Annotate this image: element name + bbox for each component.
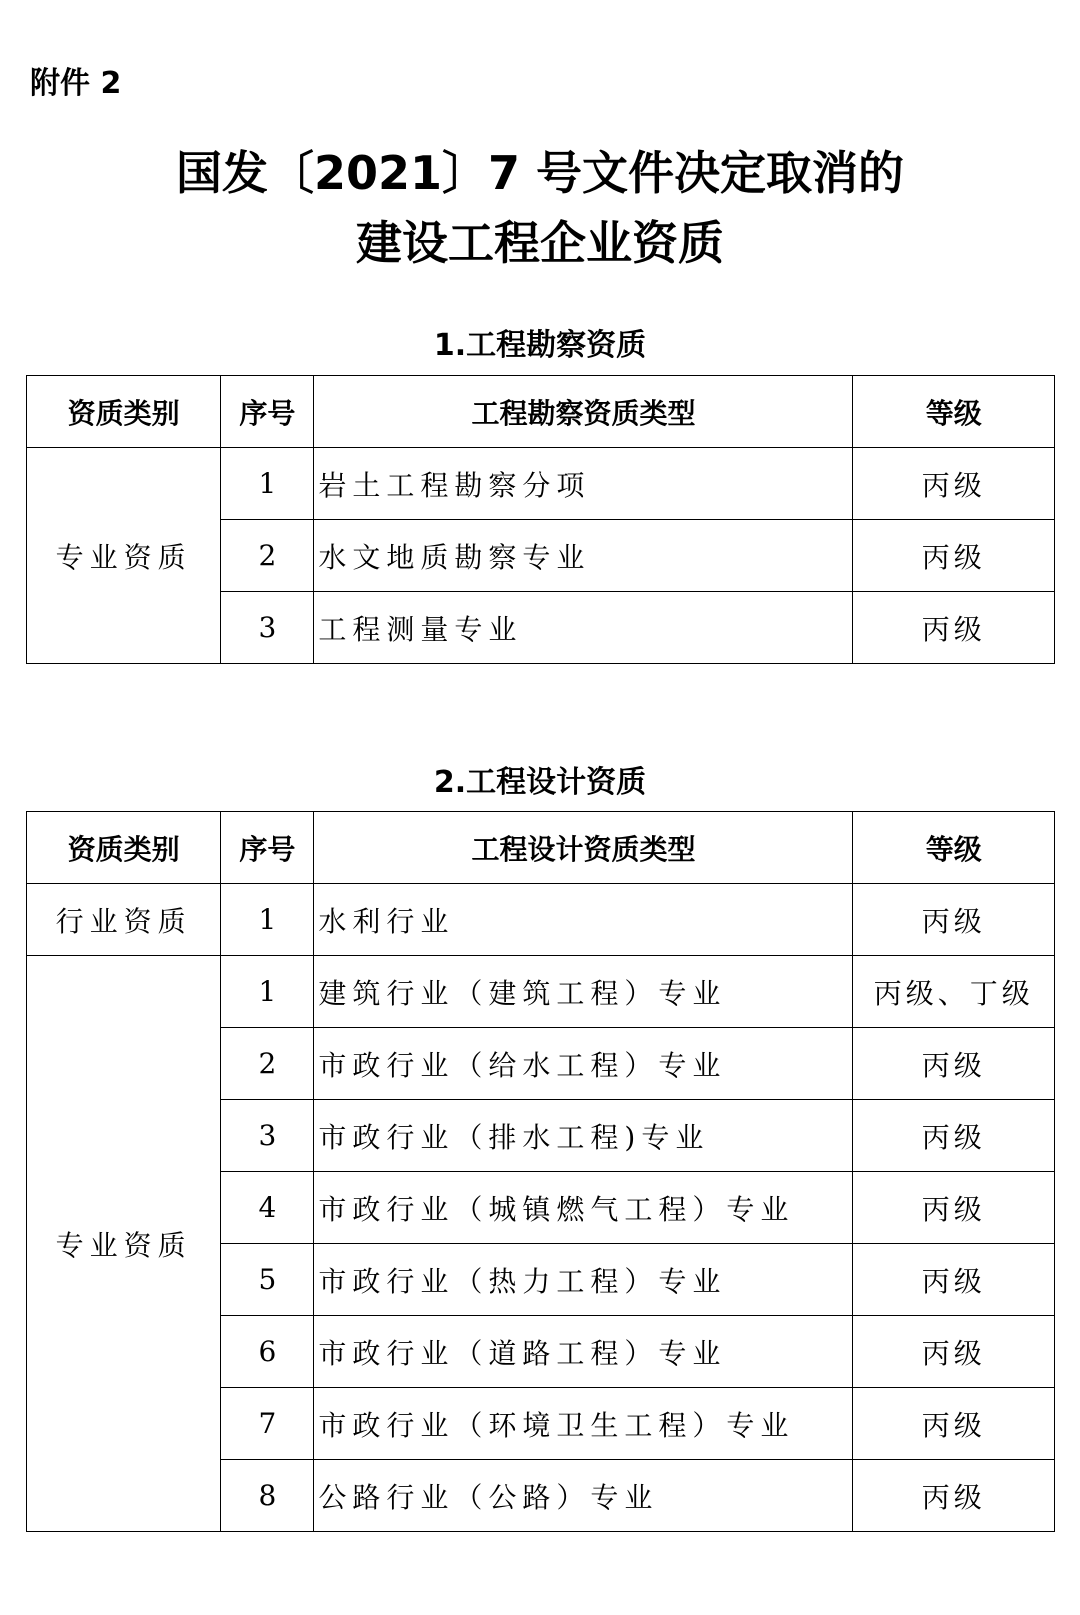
grade-cell: 丙级 <box>853 1100 1055 1172</box>
type-cell: 水利行业 <box>314 884 853 956</box>
number-cell: 3 <box>221 1100 314 1172</box>
grade-cell: 丙级 <box>853 1244 1055 1316</box>
number-cell: 1 <box>221 956 314 1028</box>
type-cell: 市政行业（给水工程）专业 <box>314 1028 853 1100</box>
number-cell: 4 <box>221 1172 314 1244</box>
header-category: 资质类别 <box>27 376 221 448</box>
number-cell: 1 <box>221 884 314 956</box>
header-type: 工程设计资质类型 <box>314 812 853 884</box>
type-cell: 工程测量专业 <box>314 592 853 664</box>
category-cell: 专业资质 <box>27 956 221 1532</box>
grade-cell: 丙级 <box>853 448 1055 520</box>
number-cell: 8 <box>221 1460 314 1532</box>
table-row <box>27 956 1055 1028</box>
number-cell: 2 <box>221 520 314 592</box>
document-title-line-2: 建设工程企业资质 <box>356 216 724 270</box>
header-number: 序号 <box>221 812 314 884</box>
attachment-label: 附件 2 <box>30 66 122 101</box>
category-cell: 行业资质 <box>27 884 221 956</box>
type-cell: 市政行业（热力工程）专业 <box>314 1244 853 1316</box>
grade-cell: 丙级 <box>853 884 1055 956</box>
number-cell: 3 <box>221 592 314 664</box>
table-header-row <box>27 812 1055 884</box>
grade-cell: 丙级 <box>853 1316 1055 1388</box>
grade-cell: 丙级 <box>853 1172 1055 1244</box>
document-title-line-1: 国发〔2021〕7 号文件决定取消的 <box>175 146 905 200</box>
type-cell: 水文地质勘察专业 <box>314 520 853 592</box>
number-cell: 1 <box>221 448 314 520</box>
number-cell: 7 <box>221 1388 314 1460</box>
grade-cell: 丙级、丁级 <box>853 956 1055 1028</box>
number-cell: 6 <box>221 1316 314 1388</box>
table-row <box>27 448 1055 520</box>
category-cell: 专业资质 <box>27 448 221 664</box>
type-cell: 市政行业（城镇燃气工程）专业 <box>314 1172 853 1244</box>
number-cell: 2 <box>221 1028 314 1100</box>
header-grade: 等级 <box>853 376 1055 448</box>
type-cell: 市政行业（排水工程)专业 <box>314 1100 853 1172</box>
design-qualification-table <box>26 811 1055 1532</box>
survey-qualification-table <box>26 375 1055 664</box>
header-number: 序号 <box>221 376 314 448</box>
grade-cell: 丙级 <box>853 1028 1055 1100</box>
grade-cell: 丙级 <box>853 1388 1055 1460</box>
table-header-row <box>27 376 1055 448</box>
type-cell: 公路行业（公路）专业 <box>314 1460 853 1532</box>
header-type: 工程勘察资质类型 <box>314 376 853 448</box>
type-cell: 岩土工程勘察分项 <box>314 448 853 520</box>
type-cell: 市政行业（环境卫生工程）专业 <box>314 1388 853 1460</box>
section2-title: 2.工程设计资质 <box>433 765 647 800</box>
header-category: 资质类别 <box>27 812 221 884</box>
header-grade: 等级 <box>853 812 1055 884</box>
grade-cell: 丙级 <box>853 1460 1055 1532</box>
type-cell: 市政行业（道路工程）专业 <box>314 1316 853 1388</box>
type-cell: 建筑行业（建筑工程）专业 <box>314 956 853 1028</box>
grade-cell: 丙级 <box>853 520 1055 592</box>
number-cell: 5 <box>221 1244 314 1316</box>
grade-cell: 丙级 <box>853 592 1055 664</box>
table-row <box>27 884 1055 956</box>
section1-title: 1.工程勘察资质 <box>433 328 647 363</box>
